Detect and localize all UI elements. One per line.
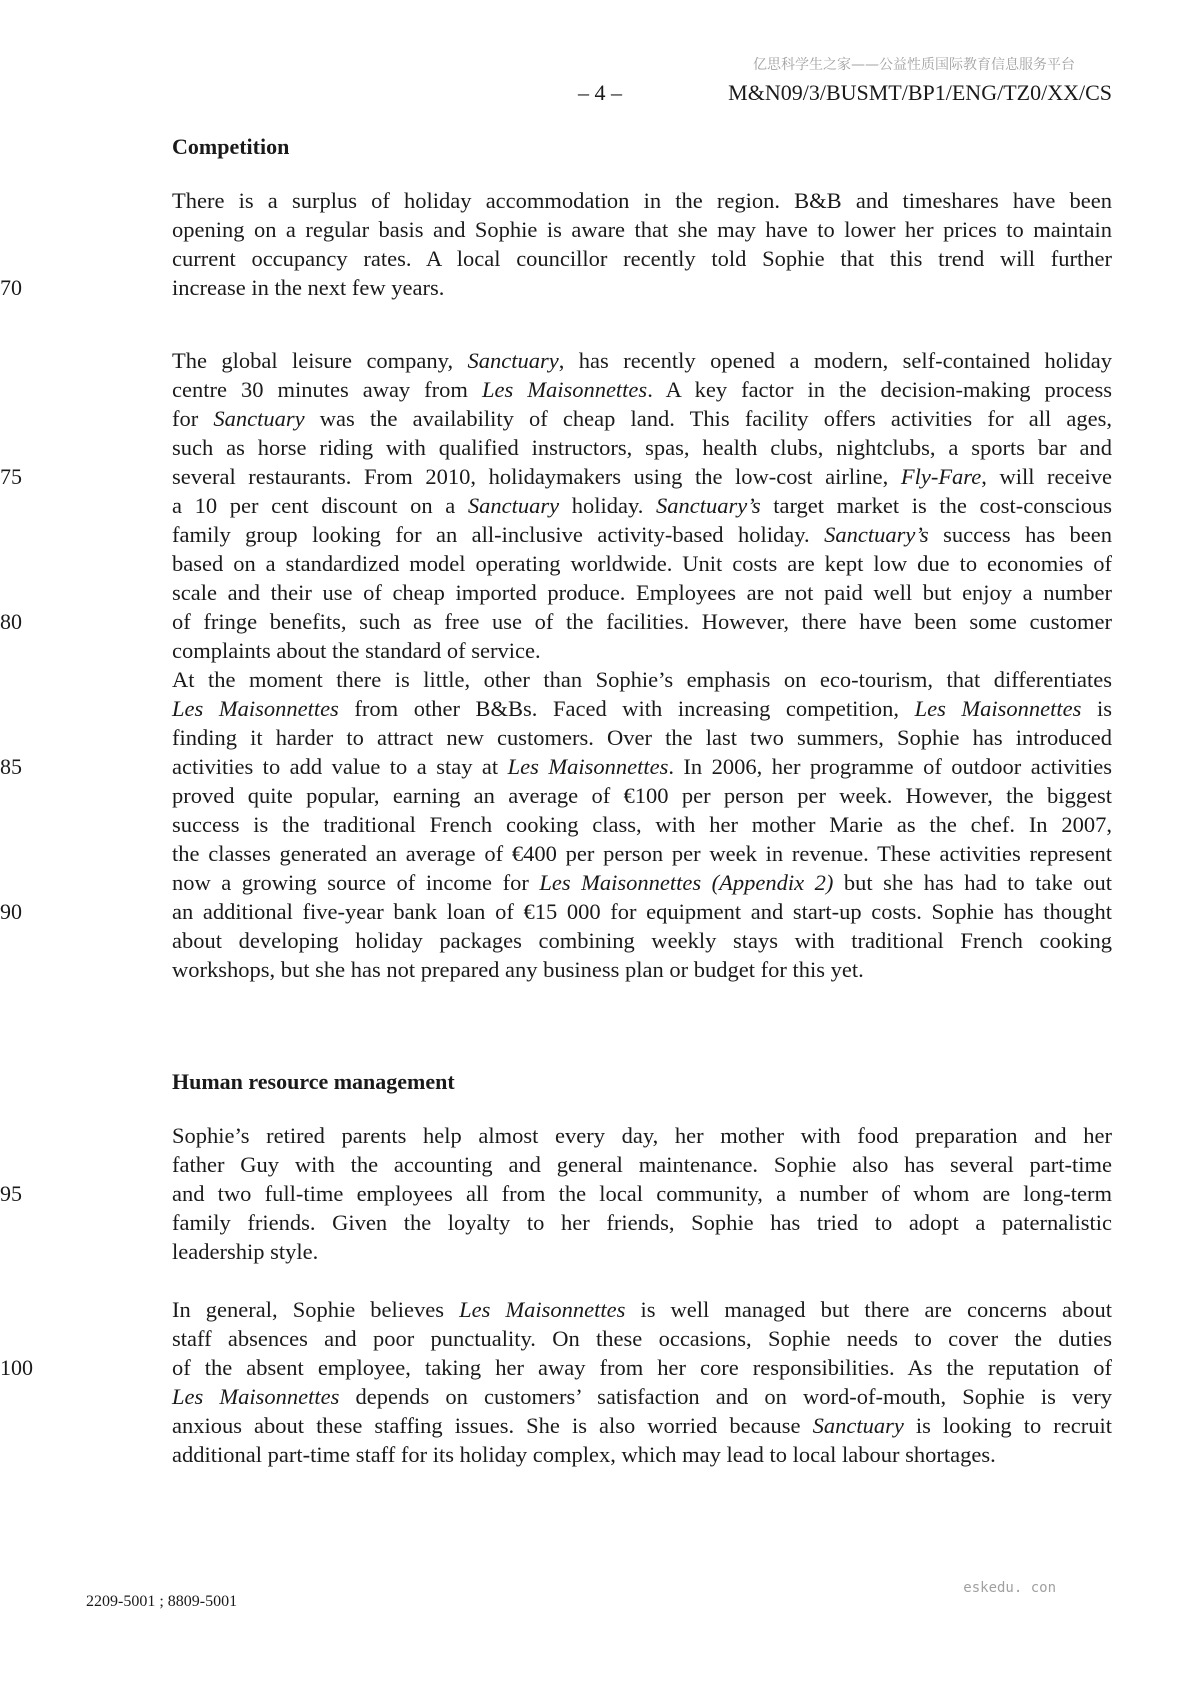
- text-line: for Sanctuary was the availability of cheap land. This facility offers activities for all ages,: [172, 406, 1112, 431]
- text-line: In general, Sophie believes Les Maisonnettes is well managed but there are concerns about: [172, 1297, 1112, 1322]
- text-line: the classes generated an average of €400 per person per week in revenue. These activities represent: [172, 841, 1112, 866]
- text-line: family friends. Given the loyalty to her friends, Sophie has tried to adopt a paternalistic: [172, 1210, 1112, 1235]
- text-line: success is the traditional French cooking class, with her mother Marie as the chef. In 2007,: [172, 812, 1112, 837]
- competition-paragraph-1: [0, 186, 1112, 302]
- text-line: workshops, but she has not prepared any business plan or budget for this yet.: [172, 957, 864, 982]
- text-line: based on a standardized model operating worldwide. Unit costs are kept low due to economies of: [172, 551, 1112, 576]
- text-line: There is a surplus of holiday accommodation in the region. B&B and timeshares have been: [172, 188, 1112, 213]
- bottom-watermark: eskedu. con: [963, 1580, 1056, 1596]
- line-number: 90: [0, 899, 22, 924]
- competition-heading: Competition: [172, 134, 290, 159]
- text-line: several restaurants. From 2010, holidaymakers using the low-cost airline, Fly-Fare, will receive 75: [0, 464, 1112, 489]
- text-line: increase in the next few years. 70: [0, 275, 445, 300]
- text-line: scale and their use of cheap imported produce. Employees are not paid well but enjoy a number: [172, 580, 1112, 605]
- text-line: centre 30 minutes away from Les Maisonnettes. A key factor in the decision-making process: [172, 377, 1112, 402]
- top-watermark: 亿思科学生之家——公益性质国际教育信息服务平台: [753, 57, 1075, 73]
- text-line: of the absent employee, taking her away from her core responsibilities. As the reputation of 100: [0, 1355, 1112, 1380]
- text-line: such as horse riding with qualified instructors, spas, health clubs, nightclubs, a sports bar and: [172, 435, 1112, 460]
- text-line: Les Maisonnettes from other B&Bs. Faced with increasing competition, Les Maisonnettes is: [172, 696, 1113, 721]
- line-number: 100: [0, 1355, 33, 1380]
- text-line: staff absences and poor punctuality. On these occasions, Sophie needs to cover the duties: [172, 1326, 1112, 1351]
- text-line: leadership style.: [172, 1239, 319, 1264]
- hrm-heading: Human resource management: [172, 1069, 455, 1094]
- text-line: finding it harder to attract new customers. Over the last two summers, Sophie has introduced: [172, 725, 1112, 750]
- text-line: complaints about the standard of service.: [172, 638, 541, 663]
- text-line: anxious about these staffing issues. She is also worried because Sanctuary is looking to recruit: [172, 1413, 1112, 1438]
- hrm-paragraph-2: [0, 1295, 1112, 1469]
- text-line: an additional five-year bank loan of €15 000 for equipment and start-up costs. Sophie has thought 90: [0, 899, 1112, 924]
- text-line: Les Maisonnettes depends on customers’ satisfaction and on word-of-mouth, Sophie is very: [172, 1384, 1112, 1409]
- page-number: – 4 –: [578, 80, 622, 105]
- text-line: current occupancy rates. A local councillor recently told Sophie that this trend will further: [172, 246, 1112, 271]
- line-number: 85: [0, 754, 22, 779]
- text-line: and two full-time employees all from the local community, a number of whom are long-term 95: [0, 1181, 1112, 1206]
- text-line: activities to add value to a stay at Les Maisonnettes. In 2006, her programme of outdoor activities 85: [0, 754, 1112, 779]
- line-number: 75: [0, 464, 22, 489]
- text-line: father Guy with the accounting and general maintenance. Sophie also has several part-time: [172, 1152, 1112, 1177]
- text-line: about developing holiday packages combining weekly stays with traditional French cooking: [172, 928, 1112, 953]
- competition-paragraph-2: [0, 346, 1113, 665]
- competition-paragraph-3: [0, 665, 1113, 984]
- text-line: a 10 per cent discount on a Sanctuary holiday. Sanctuary’s target market is the cost-conscious: [172, 493, 1113, 518]
- text-line: The global leisure company, Sanctuary, has recently opened a modern, self-contained holiday: [172, 348, 1112, 373]
- text-line: opening on a regular basis and Sophie is aware that she may have to lower her prices to maintain: [172, 217, 1112, 242]
- text-line: At the moment there is little, other than Sophie’s emphasis on eco-tourism, that differentiates: [172, 667, 1112, 692]
- text-line: of fringe benefits, such as free use of the facilities. However, there have been some customer 80: [0, 609, 1112, 634]
- footer-code: 2209-5001 ; 8809-5001: [86, 1593, 238, 1610]
- line-number: 95: [0, 1181, 22, 1206]
- paper-code: M&N09/3/BUSMT/BP1/ENG/TZ0/XX/CS: [728, 80, 1112, 105]
- text-line: now a growing source of income for Les Maisonnettes (Appendix 2) but she has had to take out: [172, 870, 1113, 895]
- text-line: proved quite popular, earning an average of €100 per person per week. However, the biggest: [172, 783, 1112, 808]
- text-line: family group looking for an all-inclusive activity-based holiday. Sanctuary’s success has been: [172, 522, 1112, 547]
- text-line: additional part-time staff for its holiday complex, which may lead to local labour shortages.: [172, 1442, 996, 1467]
- text-line: Sophie’s retired parents help almost every day, her mother with food preparation and her: [172, 1123, 1112, 1148]
- line-number: 70: [0, 275, 22, 300]
- line-number: 80: [0, 609, 22, 634]
- hrm-paragraph-1: [0, 1121, 1112, 1266]
